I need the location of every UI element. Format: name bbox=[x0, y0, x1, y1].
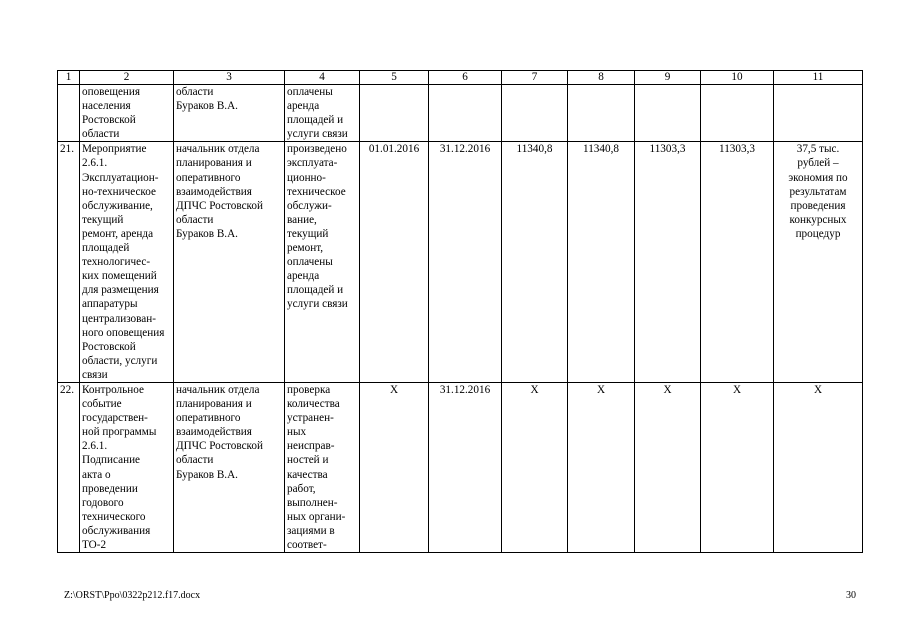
notes bbox=[774, 85, 863, 142]
column-number: 10 bbox=[701, 71, 774, 85]
table-row bbox=[58, 142, 863, 383]
notes: 37,5 тыс. рублей – экономия по результатам проведения конкурсных процедур bbox=[774, 142, 863, 383]
value-col9: Х bbox=[635, 382, 701, 552]
expected-result: оплачены аренда площадей и услуги связи bbox=[285, 85, 360, 142]
page-number: 30 bbox=[846, 590, 856, 601]
start-date bbox=[360, 85, 429, 142]
end-date: 31.12.2016 bbox=[429, 142, 502, 383]
column-number: 7 bbox=[502, 71, 568, 85]
event-name: Контрольное событие государствен- ной программы 2.6.1. Подписание акта о проведении годового технического обслуживания ТО-2 bbox=[80, 382, 174, 552]
expected-result: произведено эксплуата- ционно- техническое обслужи- вание, текущий ремонт, оплачены аренда площадей и услуги связи bbox=[285, 142, 360, 383]
row-number: 22. bbox=[58, 382, 80, 552]
responsible: начальник отдела планирования и оперативного взаимодействия ДПЧС Ростовской области Бураков В.А. bbox=[174, 142, 285, 383]
value-col10: Х bbox=[701, 382, 774, 552]
document-path: Z:\ORST\Ppo\0322p212.f17.docx bbox=[64, 590, 201, 601]
column-number: 1 bbox=[58, 71, 80, 85]
column-number: 5 bbox=[360, 71, 429, 85]
column-number: 9 bbox=[635, 71, 701, 85]
notes: Х bbox=[774, 382, 863, 552]
value-col7 bbox=[502, 85, 568, 142]
value-col8: Х bbox=[568, 382, 635, 552]
value-col9 bbox=[635, 85, 701, 142]
value-col10 bbox=[701, 85, 774, 142]
column-number-row bbox=[58, 71, 863, 85]
column-number: 11 bbox=[774, 71, 863, 85]
column-number: 8 bbox=[568, 71, 635, 85]
program-table bbox=[57, 70, 863, 553]
end-date bbox=[429, 85, 502, 142]
start-date: Х bbox=[360, 382, 429, 552]
event-name: оповещения населения Ростовской области bbox=[80, 85, 174, 142]
table-row bbox=[58, 382, 863, 552]
expected-result: проверка количества устранен- ных неисправ- ностей и качества работ, выполнен- ных органи- зациями в соответ- bbox=[285, 382, 360, 552]
column-number: 4 bbox=[285, 71, 360, 85]
end-date: 31.12.2016 bbox=[429, 382, 502, 552]
value-col8 bbox=[568, 85, 635, 142]
column-number: 2 bbox=[80, 71, 174, 85]
column-number: 6 bbox=[429, 71, 502, 85]
value-col8: 11340,8 bbox=[568, 142, 635, 383]
responsible: начальник отдела планирования и оперативного взаимодействия ДПЧС Ростовской области Бураков В.А. bbox=[174, 382, 285, 552]
column-number: 3 bbox=[174, 71, 285, 85]
table-row bbox=[58, 85, 863, 142]
value-col10: 11303,3 bbox=[701, 142, 774, 383]
value-col7: Х bbox=[502, 382, 568, 552]
start-date: 01.01.2016 bbox=[360, 142, 429, 383]
row-number: 21. bbox=[58, 142, 80, 383]
row-number bbox=[58, 85, 80, 142]
event-name: Мероприятие 2.6.1. Эксплуатацион- но-техническое обслуживание, текущий ремонт, аренда площадей технологичес- ких помещений для размещения аппаратуры централизован- ного оповещения Ростовской области, услуги связи bbox=[80, 142, 174, 383]
responsible: области Бураков В.А. bbox=[174, 85, 285, 142]
value-col7: 11340,8 bbox=[502, 142, 568, 383]
value-col9: 11303,3 bbox=[635, 142, 701, 383]
